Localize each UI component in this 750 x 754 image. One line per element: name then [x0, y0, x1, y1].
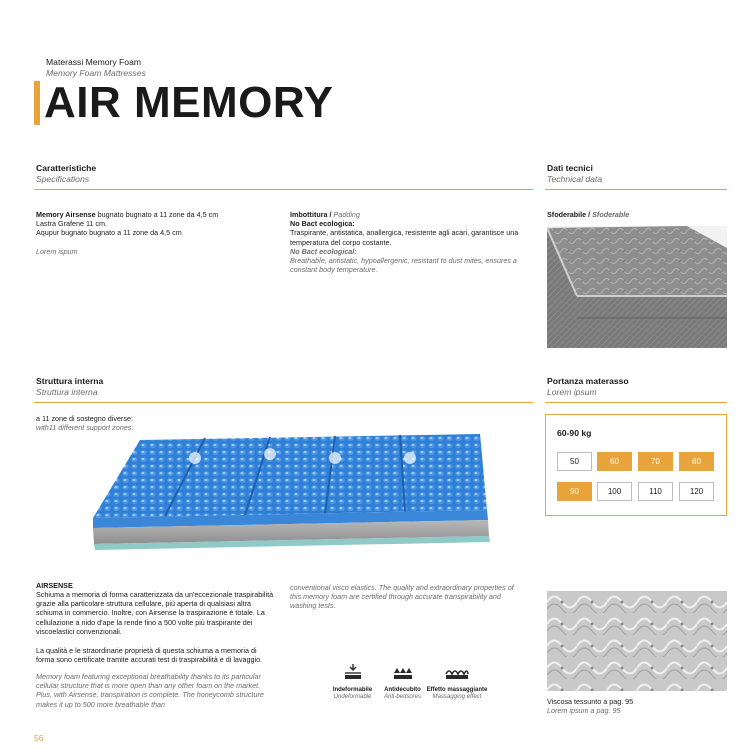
- zones-label-en: with11 different support zones:: [36, 423, 134, 433]
- specs-text: [36, 210, 276, 256]
- bact-text: Traspirante, antistatica, anallergica, resistente agli acari, garantisce una temperatura del corpo costante.: [290, 228, 519, 247]
- removable-en: Sfoderable: [592, 210, 630, 219]
- page-title: AIR MEMORY: [44, 78, 334, 127]
- massage-effect-icon: [444, 662, 470, 682]
- airsense-text-en-cont: conventional visco elastics. The quality and extraordinary properties of this memory foam are certified through accurate transpirability and washing tests.: [290, 583, 514, 611]
- foam-layers-graphic: [85, 428, 495, 550]
- title-bar: [34, 81, 40, 125]
- bact-title: No Bact ecologica:: [290, 219, 355, 229]
- anti-bedsore-label-en: Anti-bedsores: [383, 694, 422, 700]
- bact-title-en: No Bact ecological:: [290, 246, 357, 256]
- specs-lorem: Lorem ispum: [36, 246, 78, 256]
- undeformable-icon: [342, 662, 364, 682]
- padding-text: [290, 210, 522, 274]
- fabric-photo-graphic: [547, 591, 727, 691]
- feature-massage: [426, 662, 488, 701]
- tech-title: Dati tecnici: [547, 163, 593, 173]
- padding-label: Imbottitura /: [290, 210, 334, 219]
- removable-label: [547, 210, 629, 219]
- specs-line1-bold: Memory Airsense: [36, 210, 96, 219]
- mattress-photo-graphic: [547, 226, 727, 348]
- massage-label: Effetto massaggiante: [426, 687, 488, 693]
- capacity-rule: [545, 402, 727, 403]
- structure-rule: [34, 402, 533, 403]
- capacity-cell-50: 50: [557, 452, 592, 471]
- airsense-text-it-2: La qualità e le straordinarie proprietà di questa schiuma a memoria di forma sono certificate tramite accurati test di traspirabilità e di lavaggio.: [36, 646, 263, 665]
- padding-label-en: Padding: [333, 210, 360, 219]
- specs-rule: [34, 189, 533, 190]
- anti-bedsore-icon: [392, 662, 414, 682]
- bact-text-en: Breathable, antistatic, hypoallergenic, resistant to dust mites, ensures a constant body temperature.: [290, 256, 517, 275]
- capacity-cell-60: 60: [597, 452, 632, 471]
- undeformable-label: Indeformabile: [332, 687, 373, 693]
- tech-rule: [545, 189, 727, 190]
- structure-title: Struttura interna: [36, 376, 104, 386]
- feature-undeformable: [325, 662, 380, 701]
- anti-bedsore-label: Antidecubito: [384, 687, 421, 693]
- specs-title: Caratteristiche: [36, 163, 97, 173]
- capacity-cell-80: 80: [679, 452, 714, 471]
- fabric-photo: [547, 591, 727, 691]
- airsense-text-en: Memory foam featuring exceptional breathability thanks to its particular cellular structure that is more open than any other foam on the market. Plus, with Airsense, transpiration is complete. The honeycomb structure makes it up to 500 more breathable than: [36, 672, 264, 709]
- airsense-title: AIRSENSE: [36, 581, 73, 590]
- capacity-cell-70: 70: [638, 452, 673, 471]
- capacity-cell-100: 100: [597, 482, 632, 501]
- capacity-cell-90: 90: [557, 482, 592, 501]
- capacity-range: 60-90 kg: [557, 428, 592, 438]
- capacity-title: Portanza materasso: [547, 376, 629, 386]
- capacity-cell-120: 120: [679, 482, 714, 501]
- specs-line1-rest: bugnato bugnato a 11 zone da 4,5 cm: [95, 210, 219, 219]
- page-number: 56: [34, 733, 44, 743]
- feature-anti-bedsore: [375, 662, 430, 701]
- capacity-cell-110: 110: [638, 482, 673, 501]
- structure-subtitle: Struttura interna: [36, 387, 98, 397]
- removable-it: Sfoderabile /: [547, 210, 593, 219]
- specs-line2: Lastra Grafene 11 cm.: [36, 219, 107, 229]
- airsense-text-it: Schiuma a memoria di forma caratterizzata da un'eccezionale traspirabilità grazie alla particolare struttura cellulare, più aperta di qualsiasi altra schiuma in commercio. Inoltre, con Airsense la traspirazione è totale. La cellulazione a nido d'ape la rende fino a 500 volte più traspirante dei viscoelastici convenzionali.: [36, 590, 274, 636]
- specs-subtitle: Specifications: [36, 174, 90, 184]
- undeformable-label-en: Undeformable: [333, 694, 372, 700]
- fabric-caption: Viscosa tessunto a pag. 95: [547, 697, 634, 706]
- capacity-subtitle: Lorem ipsum: [547, 387, 597, 397]
- category-label: Materassi Memory Foam: [46, 57, 142, 67]
- zones-label: a 11 zone di sostegno diverse:: [36, 414, 133, 423]
- category-label-en: Memory Foam Mattresses: [46, 68, 146, 78]
- massage-label-en: Massagging effect: [432, 694, 482, 700]
- fabric-caption-en: Lorem ipsum a pag. 95: [547, 706, 621, 715]
- tech-subtitle: Technical data: [547, 174, 603, 184]
- specs-line3: Aqupur bugnato bugnato a 11 zone da 4,5 cm: [36, 228, 182, 238]
- mattress-photo: [547, 226, 727, 348]
- foam-layers-illustration: [85, 428, 495, 550]
